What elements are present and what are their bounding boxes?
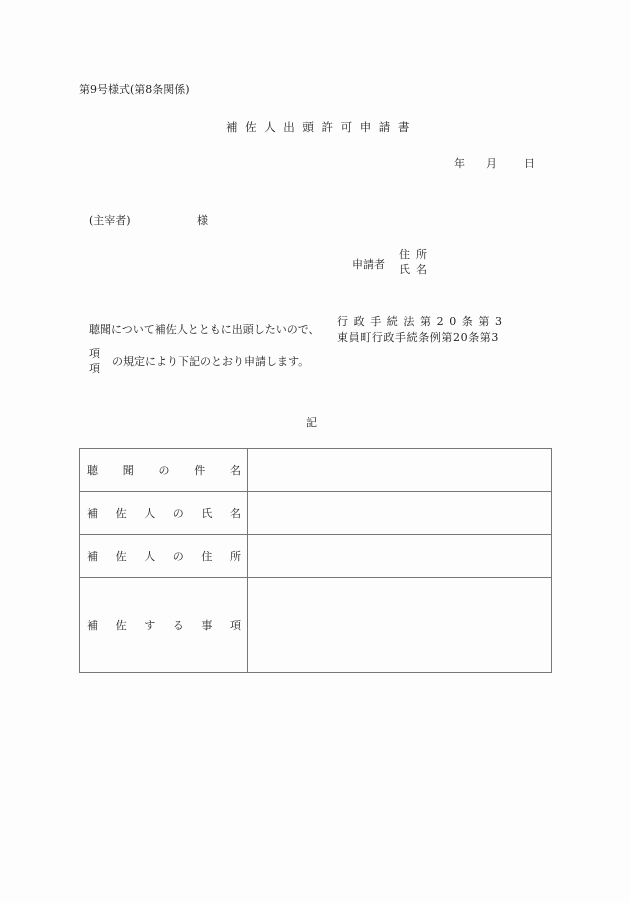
row-label: 補 佐 す る 事 項: [80, 578, 248, 673]
date-line: [454, 155, 535, 171]
applicant-address-label: 住所: [399, 248, 433, 261]
document-title: 補佐人出頭許可申請書: [226, 120, 417, 134]
kou-label-2: 項: [89, 362, 100, 375]
assistant-name-field[interactable]: [248, 492, 552, 535]
law-option-1: 行政手続法第20条第3: [337, 315, 508, 328]
date-year-label: 年: [454, 157, 465, 170]
honorific: 様: [197, 214, 208, 227]
date-month-label: 月: [486, 157, 497, 170]
table-row-assistance-matters: [80, 578, 552, 673]
body-text-line1: 聴聞について補佐人とともに出頭したいので、: [89, 323, 320, 336]
date-day-label: 日: [524, 157, 535, 170]
addressee: (主宰者): [89, 214, 131, 227]
kou-labels: [89, 346, 100, 376]
row-label: 補 佐 人 の 氏 名: [80, 492, 248, 535]
ki-heading: 記: [306, 416, 317, 429]
kou-label-1: 項: [89, 347, 100, 360]
table-row-assistant-address: [80, 535, 552, 578]
applicant-label: 申請者: [352, 258, 385, 271]
form-number: 第9号様式(第8条関係): [79, 83, 190, 96]
assistance-matters-field[interactable]: [248, 578, 552, 673]
applicant-fields: [399, 247, 433, 277]
application-table: [79, 448, 552, 673]
table-row-assistant-name: [80, 492, 552, 535]
hearing-subject-field[interactable]: [248, 449, 552, 492]
table-row-hearing-subject: [80, 449, 552, 492]
applicant-name-label: 氏名: [399, 263, 433, 276]
law-option-2: 東員町行政手続条例第20条第3: [337, 331, 499, 344]
row-label: 聴 聞 の 件 名: [80, 449, 248, 492]
body-text-line2: の規定により下記のとおり申請します。: [112, 355, 310, 368]
row-label: 補 佐 人 の 住 所: [80, 535, 248, 578]
assistant-address-field[interactable]: [248, 535, 552, 578]
